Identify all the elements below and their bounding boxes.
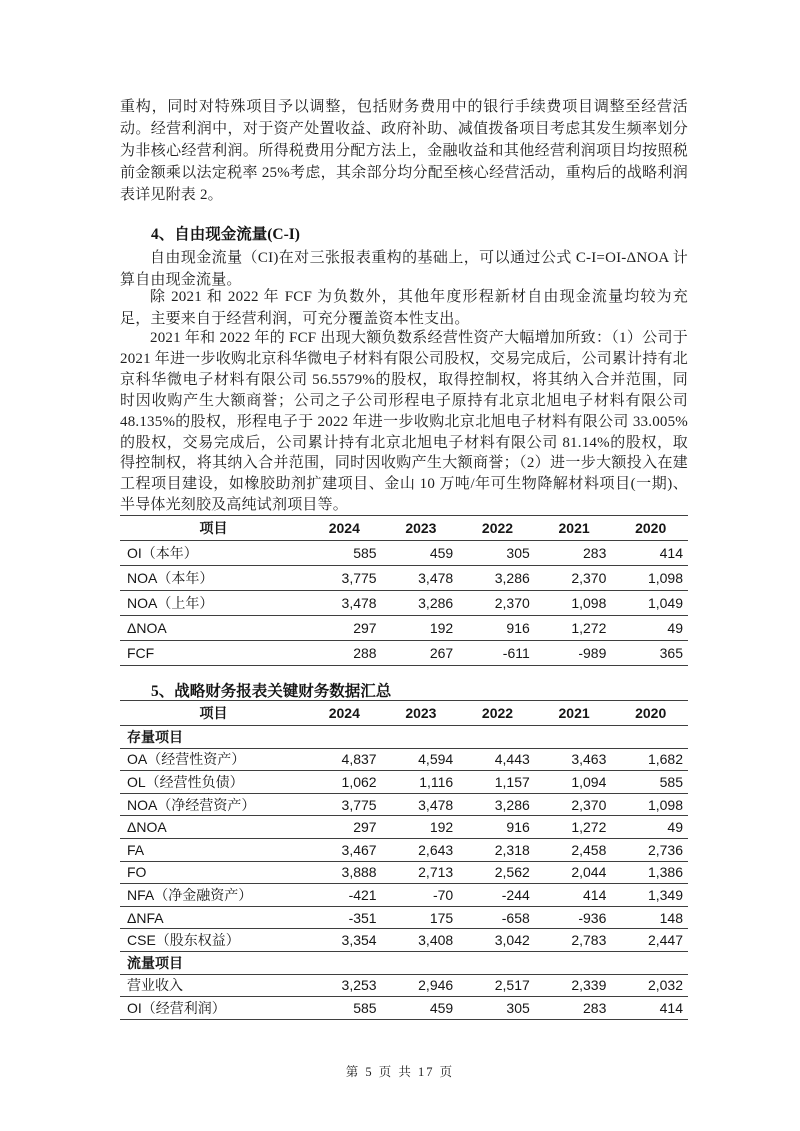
cell-value: 4,837	[305, 748, 382, 771]
cell-value: 175	[382, 906, 459, 929]
cell-value: 3,253	[305, 974, 382, 997]
row-label: OI（本年）	[120, 541, 305, 566]
column-header-year: 2020	[611, 701, 688, 726]
row-label: CSE（股东权益）	[120, 929, 305, 952]
section-row-label: 流量项目	[120, 951, 688, 974]
cell-value: 585	[305, 997, 382, 1020]
row-label: NOA（本年）	[120, 566, 305, 591]
cell-value: 297	[305, 816, 382, 839]
cell-value: -611	[458, 641, 535, 666]
cell-value: 2,032	[611, 974, 688, 997]
cell-value: 2,318	[458, 838, 535, 861]
row-label: ΔNOA	[120, 816, 305, 839]
cell-value: 2,458	[535, 838, 612, 861]
column-header-item: 项目	[120, 701, 305, 726]
cell-value: 3,888	[305, 861, 382, 884]
row-label: NFA（净金融资产）	[120, 884, 305, 907]
table-row	[120, 929, 688, 952]
table-row	[120, 616, 688, 641]
cell-value: 49	[611, 816, 688, 839]
cell-value: 414	[535, 884, 612, 907]
cell-value: 1,098	[535, 591, 612, 616]
row-label: FCF	[120, 641, 305, 666]
cell-value: 3,775	[305, 793, 382, 816]
table-row	[120, 793, 688, 816]
cell-value: 1,272	[535, 616, 612, 641]
cell-value: 365	[611, 641, 688, 666]
table-row	[120, 974, 688, 997]
column-header-year: 2021	[535, 701, 612, 726]
cell-value: 459	[382, 541, 459, 566]
paragraph-fcf-detail: 2021 年和 2022 年的 FCF 出现大额负数系经营性资产大幅增加所致：（1）公司于 2021 年进一步收购北京科华微电子材料有限公司股权，交易完成后，公司累计持有北京科华微电子材料有限公司 56.5579%的股权，取得控制权，将其纳入合并范围，同时因收购产生大额商誉；公司之子公司形程电子原持有北京北旭电子材料有限公司 48.135%的股权，形程电子于 2022 年进一步收购北京北旭电子材料有限公司 33.005%的股权，交易完成后，公司累计持有北京北旭电子材料有限公司 81.14%的股权，取得控制权，将其纳入合并范围，同时因收购产生大额商誉；（2）进一步大额投入在建工程项目建设，如橡胶助剂扩建项目、金山 10 万吨/年可生物降解材料项目(一期)、半导体光刻胶及高纯试剂项目等。	[120, 330, 688, 514]
row-label: FO	[120, 861, 305, 884]
cell-value: 3,408	[382, 929, 459, 952]
cell-value: 3,463	[535, 748, 612, 771]
cell-value: 3,478	[382, 566, 459, 591]
cell-value: 192	[382, 616, 459, 641]
cell-value: 3,354	[305, 929, 382, 952]
column-header-year: 2023	[382, 516, 459, 541]
cell-value: 192	[382, 816, 459, 839]
cell-value: 3,286	[458, 566, 535, 591]
cell-value: 2,447	[611, 929, 688, 952]
cell-value: 2,370	[535, 793, 612, 816]
cell-value: 3,775	[305, 566, 382, 591]
table-row	[120, 838, 688, 861]
column-header-year: 2024	[305, 701, 382, 726]
table-row	[120, 541, 688, 566]
cell-value: 2,946	[382, 974, 459, 997]
cell-value: 2,339	[535, 974, 612, 997]
cell-value: 3,467	[305, 838, 382, 861]
cell-value: 1,049	[611, 591, 688, 616]
column-header-item: 项目	[120, 516, 305, 541]
cell-value: 305	[458, 541, 535, 566]
column-header-year: 2024	[305, 516, 382, 541]
cell-value: 283	[535, 997, 612, 1020]
cell-value: 2,736	[611, 838, 688, 861]
paragraph-fcf-comment: 除 2021 和 2022 年 FCF 为负数外，其他年度形程新材自由现金流量均较为充足，主要来自于经营利润，可充分覆盖资本性支出。	[120, 289, 688, 327]
cell-value: 297	[305, 616, 382, 641]
cell-value: 2,643	[382, 838, 459, 861]
row-label: 营业收入	[120, 974, 305, 997]
cell-value: 288	[305, 641, 382, 666]
section-heading-key-financial-data: 5、战略财务报表关键财务数据汇总	[151, 683, 392, 700]
cell-value: 1,094	[535, 771, 612, 794]
cell-value: 283	[535, 541, 612, 566]
cell-value: 2,517	[458, 974, 535, 997]
cell-value: 49	[611, 616, 688, 641]
column-header-year: 2022	[458, 516, 535, 541]
cell-value: 3,478	[305, 591, 382, 616]
row-label: ΔNOA	[120, 616, 305, 641]
row-label: OL（经营性负债）	[120, 771, 305, 794]
row-label: NOA（上年）	[120, 591, 305, 616]
cell-value: 916	[458, 816, 535, 839]
table-row	[120, 748, 688, 771]
column-header-year: 2020	[611, 516, 688, 541]
cell-value: -936	[535, 906, 612, 929]
cell-value: -351	[305, 906, 382, 929]
paragraph-intro-continuation: 重构，同时对特殊项目予以调整，包括财务费用中的银行手续费项目调整至经营活动。经营利润中，对于资产处置收益、政府补助、减值拨备项目考虑其发生频率划分为非核心经营利润。所得税费用分配方法上，金融收益和其他经营利润项目均按照税前金额乘以法定税率 25%考虑，其余部分均分配至核心经营活动，重构后的战略利润表详见附表 2。	[120, 99, 688, 203]
page-number: 第 5 页 共 17 页	[345, 1065, 455, 1079]
table-row	[120, 861, 688, 884]
row-label: OI（经营利润）	[120, 997, 305, 1020]
cell-value: 1,098	[611, 566, 688, 591]
cell-value: 2,370	[535, 566, 612, 591]
row-label: OA（经营性资产）	[120, 748, 305, 771]
cell-value: 414	[611, 541, 688, 566]
cell-value: -421	[305, 884, 382, 907]
cell-value: 148	[611, 906, 688, 929]
column-header-year: 2023	[382, 701, 459, 726]
cell-value: 585	[611, 771, 688, 794]
table-row	[120, 641, 688, 666]
cell-value: 2,562	[458, 861, 535, 884]
cell-value: 585	[305, 541, 382, 566]
cell-value: 1,682	[611, 748, 688, 771]
cell-value: 4,594	[382, 748, 459, 771]
table-section-row	[120, 951, 688, 974]
cell-value: 3,478	[382, 793, 459, 816]
table-row	[120, 997, 688, 1020]
key-financial-data-table	[120, 700, 688, 1020]
cell-value: -70	[382, 884, 459, 907]
section-row-label: 存量项目	[120, 726, 688, 749]
table-row	[120, 566, 688, 591]
cell-value: 267	[382, 641, 459, 666]
cell-value: 2,783	[535, 929, 612, 952]
fcf-table	[120, 515, 688, 666]
cell-value: 4,443	[458, 748, 535, 771]
column-header-year: 2021	[535, 516, 612, 541]
cell-value: -244	[458, 884, 535, 907]
cell-value: 2,713	[382, 861, 459, 884]
table-row	[120, 771, 688, 794]
cell-value: 2,044	[535, 861, 612, 884]
row-label: NOA（净经营资产）	[120, 793, 305, 816]
cell-value: 1,386	[611, 861, 688, 884]
table-row	[120, 906, 688, 929]
cell-value: 3,286	[382, 591, 459, 616]
cell-value: 1,272	[535, 816, 612, 839]
table-header-row	[120, 516, 688, 541]
cell-value: 3,042	[458, 929, 535, 952]
paragraph-fcf-formula: 自由现金流量（CI)在对三张报表重构的基础上，可以通过公式 C-I=OI-ΔNOA 计算自由现金流量。	[120, 250, 688, 288]
cell-value: 916	[458, 616, 535, 641]
cell-value: 459	[382, 997, 459, 1020]
cell-value: 305	[458, 997, 535, 1020]
table-row	[120, 591, 688, 616]
cell-value: -989	[535, 641, 612, 666]
cell-value: 414	[611, 997, 688, 1020]
table-section-row	[120, 726, 688, 749]
table-row	[120, 884, 688, 907]
cell-value: 1,349	[611, 884, 688, 907]
cell-value: 3,286	[458, 793, 535, 816]
table-header-row	[120, 701, 688, 726]
section-heading-free-cash-flow: 4、自由现金流量(C-I)	[151, 226, 300, 243]
column-header-year: 2022	[458, 701, 535, 726]
cell-value: -658	[458, 906, 535, 929]
table-row	[120, 816, 688, 839]
row-label: FA	[120, 838, 305, 861]
row-label: ΔNFA	[120, 906, 305, 929]
cell-value: 1,062	[305, 771, 382, 794]
cell-value: 1,098	[611, 793, 688, 816]
cell-value: 1,157	[458, 771, 535, 794]
cell-value: 1,116	[382, 771, 459, 794]
cell-value: 2,370	[458, 591, 535, 616]
